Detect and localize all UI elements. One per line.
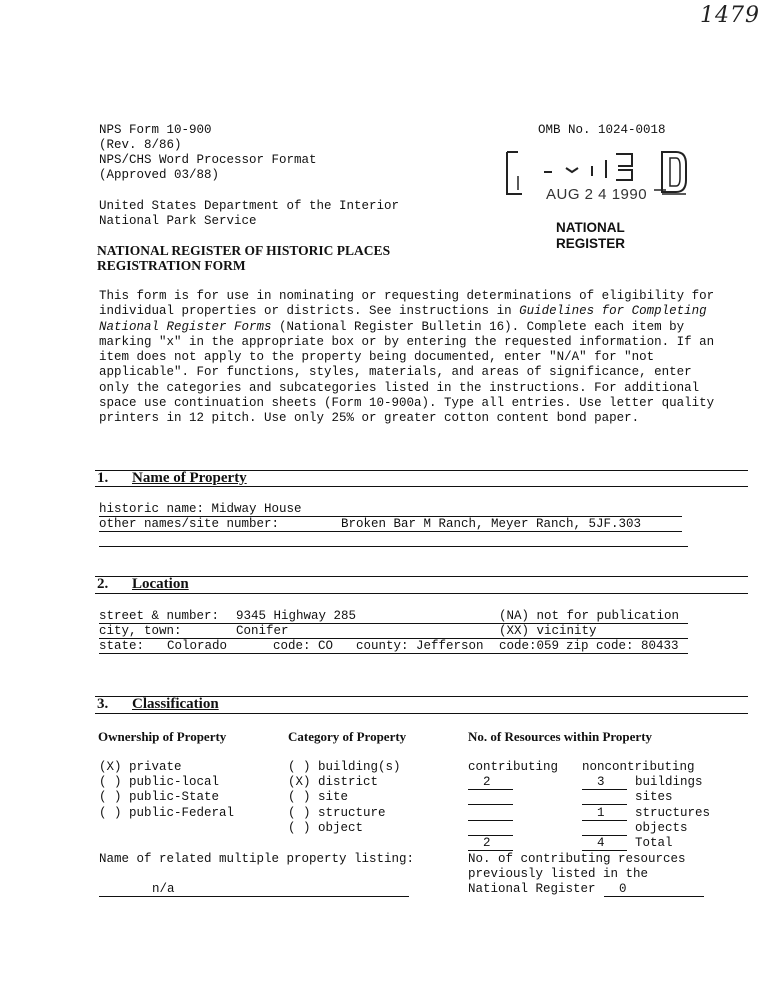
contributing-total: 2 (483, 836, 491, 850)
section-1-bottom-rule (95, 486, 748, 487)
noncontributing-buildings: 3 (597, 775, 605, 789)
multiple-listing-underline (99, 896, 409, 897)
ownership-public-local: ( ) public-local (99, 775, 220, 789)
form-revision: (Rev. 8/86) (99, 138, 182, 152)
section-3-bottom-rule (95, 713, 748, 714)
contributing-sites-blank (468, 804, 513, 805)
noncontributing-total: 4 (597, 836, 605, 850)
county-code: code:059 (499, 639, 560, 653)
form-number: NPS Form 10-900 (99, 123, 212, 137)
multiple-listing-label: Name of related multiple property listing: (99, 852, 415, 866)
contributing-total-blank (468, 850, 513, 851)
state-code: code: CO (273, 639, 334, 653)
instructions-paragraph (99, 289, 719, 427)
national-register-value: 0 (619, 882, 627, 896)
category-structure: ( ) structure (288, 806, 386, 820)
street-value: 9345 Highway 285 (236, 609, 357, 623)
other-names-label: other names/site number: (99, 517, 280, 531)
stamp-date: AUG 2 4 1990 (546, 186, 648, 203)
street-underline (99, 623, 688, 624)
national-register-label: National Register (468, 882, 596, 896)
category-buildings: ( ) building(s) (288, 760, 401, 774)
stamp-national: NATIONAL (556, 220, 625, 235)
state-value: Colorado (167, 639, 228, 653)
resource-structures-label: structures (635, 806, 711, 820)
stamp-register: REGISTER (556, 236, 626, 251)
ownership-private: (X) private (99, 760, 182, 774)
historic-name-field: historic name: Midway House (99, 502, 302, 516)
form-format: NPS/CHS Word Processor Format (99, 153, 317, 167)
state-underline (99, 653, 688, 654)
form-approval: (Approved 03/88) (99, 168, 220, 182)
zip-code: zip code: 80433 (566, 639, 679, 653)
contributing-buildings-blank (468, 789, 513, 790)
noncontributing-total-blank (582, 850, 627, 851)
form-title-line-2: REGISTRATION FORM (97, 258, 246, 273)
blank-line-section-1 (99, 546, 688, 547)
instructions-guidelines-title: Guidelines for Completing National Register Forms (99, 304, 707, 334)
resource-buildings-label: buildings (635, 775, 703, 789)
contributing-label: contributing (468, 760, 559, 774)
noncontributing-structures-blank (582, 820, 627, 821)
city-label: city, town: (99, 624, 182, 638)
national-register-underline (604, 896, 704, 897)
resources-header: No. of Resources within Property (468, 729, 653, 744)
contributing-structures-blank (468, 820, 513, 821)
omb-number: OMB No. 1024-0018 (538, 123, 666, 137)
noncontributing-structures: 1 (597, 806, 605, 820)
resource-objects-label: objects (635, 821, 688, 835)
agency-service: National Park Service (99, 214, 257, 228)
section-1-number: 1. (97, 470, 109, 486)
agency-department: United States Department of the Interior (99, 199, 400, 213)
street-label: street & number: (99, 609, 220, 623)
resource-sites-label: sites (635, 790, 673, 804)
category-site: ( ) site (288, 790, 349, 804)
ownership-public-federal: ( ) public-Federal (99, 806, 235, 820)
ownership-header: Ownership of Property (98, 729, 227, 744)
handwritten-number: 1479 (700, 3, 760, 28)
category-district: (X) district (288, 775, 379, 789)
not-for-publication: (NA) not for publication (499, 609, 680, 623)
category-header: Category of Property (288, 729, 407, 744)
noncontributing-buildings-blank (582, 789, 627, 790)
instructions-text-2: (National Register Bulletin 16). Complete each item by marking "x" in the appropriate box or by entering the requested information. If an item does not apply to the property being documented, enter "N/A" for "not applicable". For functions, styles, materials, and areas of significance, enter only the categories and subcategories listed in the instructions. For additional space use continuation sheets (Form 10-900a). Type all entries. Use letter quality printers in 12 pitch. Use only 25% or greater cotton content bond paper. (99, 319, 715, 426)
multiple-listing-value: n/a (152, 882, 175, 896)
section-2-title: Location (132, 576, 189, 592)
form-title-line-1: NATIONAL REGISTER OF HISTORIC PLACES (97, 243, 391, 258)
prev-listed-line-1: No. of contributing resources (468, 852, 686, 866)
section-2-top-rule (95, 576, 748, 577)
state-label: state: (99, 639, 145, 653)
county: county: Jefferson (356, 639, 484, 653)
noncontributing-sites-blank (582, 804, 627, 805)
instructions-text-1: This form is for use in nominating or requesting determinations of eligibility for individual properties or districts. See instructions in (99, 289, 715, 319)
other-names-value: Broken Bar M Ranch, Meyer Ranch, 5JF.303 (341, 517, 642, 531)
resource-total-label: Total (635, 836, 673, 850)
vicinity: (XX) vicinity (499, 624, 597, 638)
ownership-public-state: ( ) public-State (99, 790, 220, 804)
section-3-title: Classification (132, 696, 219, 712)
city-value: Conifer (236, 624, 289, 638)
other-names-underline (99, 531, 682, 532)
section-2-number: 2. (97, 576, 109, 592)
prev-listed-line-2: previously listed in the (468, 867, 649, 881)
section-2-bottom-rule (95, 593, 748, 594)
noncontributing-label: noncontributing (582, 760, 695, 774)
section-1-title: Name of Property (132, 470, 247, 486)
contributing-buildings: 2 (483, 775, 491, 789)
category-object: ( ) object (288, 821, 364, 835)
section-3-number: 3. (97, 696, 109, 712)
received-stamp (504, 146, 694, 256)
